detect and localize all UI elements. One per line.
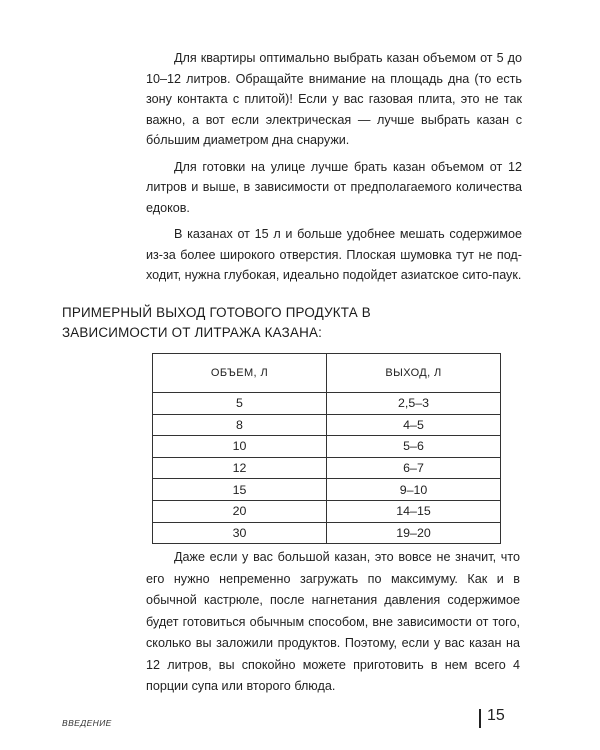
paragraph-apartment: Для квартиры оптимально выбрать казан объемом от 5 до 10–12 литров. Обращайте внимание на площадь дна (то есть зону контакта с плитой)! Если у вас газовая плита, это не так важно, а вот если электрическая — лучше выбрать казан с бо́льшим диаметром дна снаружи. — [146, 51, 522, 147]
yield-table-wrapper — [152, 353, 501, 544]
cell-yield: 4–5 — [327, 414, 501, 436]
cell-yield: 5–6 — [327, 436, 501, 458]
yield-table — [152, 353, 501, 544]
paragraph-large-kazan: В казанах от 15 л и больше удобнее мешать содержимое из-за более широкого отверстия. Плоская шумовка тут не подходит, нужна глубокая, идеально подойдет азиатское сито-паук. — [146, 227, 522, 282]
cell-yield: 14–15 — [327, 500, 501, 522]
footer-divider — [479, 709, 481, 728]
paragraph-outdoor: Для готовки на улице лучше брать казан объемом от 12 литров и выше, в зависимости от предполагаемого количества едоков. — [146, 159, 522, 215]
cell-yield: 9–10 — [327, 479, 501, 501]
table-heading: ПРИМЕРНЫЙ ВЫХОД ГОТОВОГО ПРОДУКТА В ЗАВИСИМОСТИ ОТ ЛИТРАЖА КАЗАНА: — [62, 305, 371, 340]
paragraph-portions: Даже если у вас большой казан, это вовсе не значит, что его нужно непременно загружать по максимуму. Как и в обычной кастрюле, после нагнетания давления содержимое будет готовиться обычным способом, вне зависимости от того, сколько вы заложили продуктов. Поэтому, если у вас казан на 12 литров, вы спокойно можете приготовить в нем всего 4 порции супа или второго блюда. — [146, 550, 520, 693]
table-row — [153, 522, 501, 544]
table-row — [153, 479, 501, 501]
cell-volume: 5 — [153, 393, 327, 415]
cell-yield: 6–7 — [327, 457, 501, 479]
cell-volume: 30 — [153, 522, 327, 544]
cell-yield: 2,5–3 — [327, 393, 501, 415]
header-volume: ОБЪЕМ, Л — [153, 354, 327, 393]
cell-yield: 19–20 — [327, 522, 501, 544]
page-number: 15 — [487, 707, 505, 724]
table-row — [153, 457, 501, 479]
table-header-row — [153, 354, 501, 393]
intro-text-block — [146, 48, 522, 292]
table-row — [153, 393, 501, 415]
cell-volume: 12 — [153, 457, 327, 479]
cell-volume: 20 — [153, 500, 327, 522]
cell-volume: 15 — [153, 479, 327, 501]
table-row — [153, 436, 501, 458]
table-row — [153, 500, 501, 522]
closing-text-block — [146, 547, 520, 698]
table-row — [153, 414, 501, 436]
running-footer-section: ВВЕДЕНИЕ — [62, 718, 112, 728]
header-yield: ВЫХОД, Л — [327, 354, 501, 393]
cell-volume: 8 — [153, 414, 327, 436]
cell-volume: 10 — [153, 436, 327, 458]
